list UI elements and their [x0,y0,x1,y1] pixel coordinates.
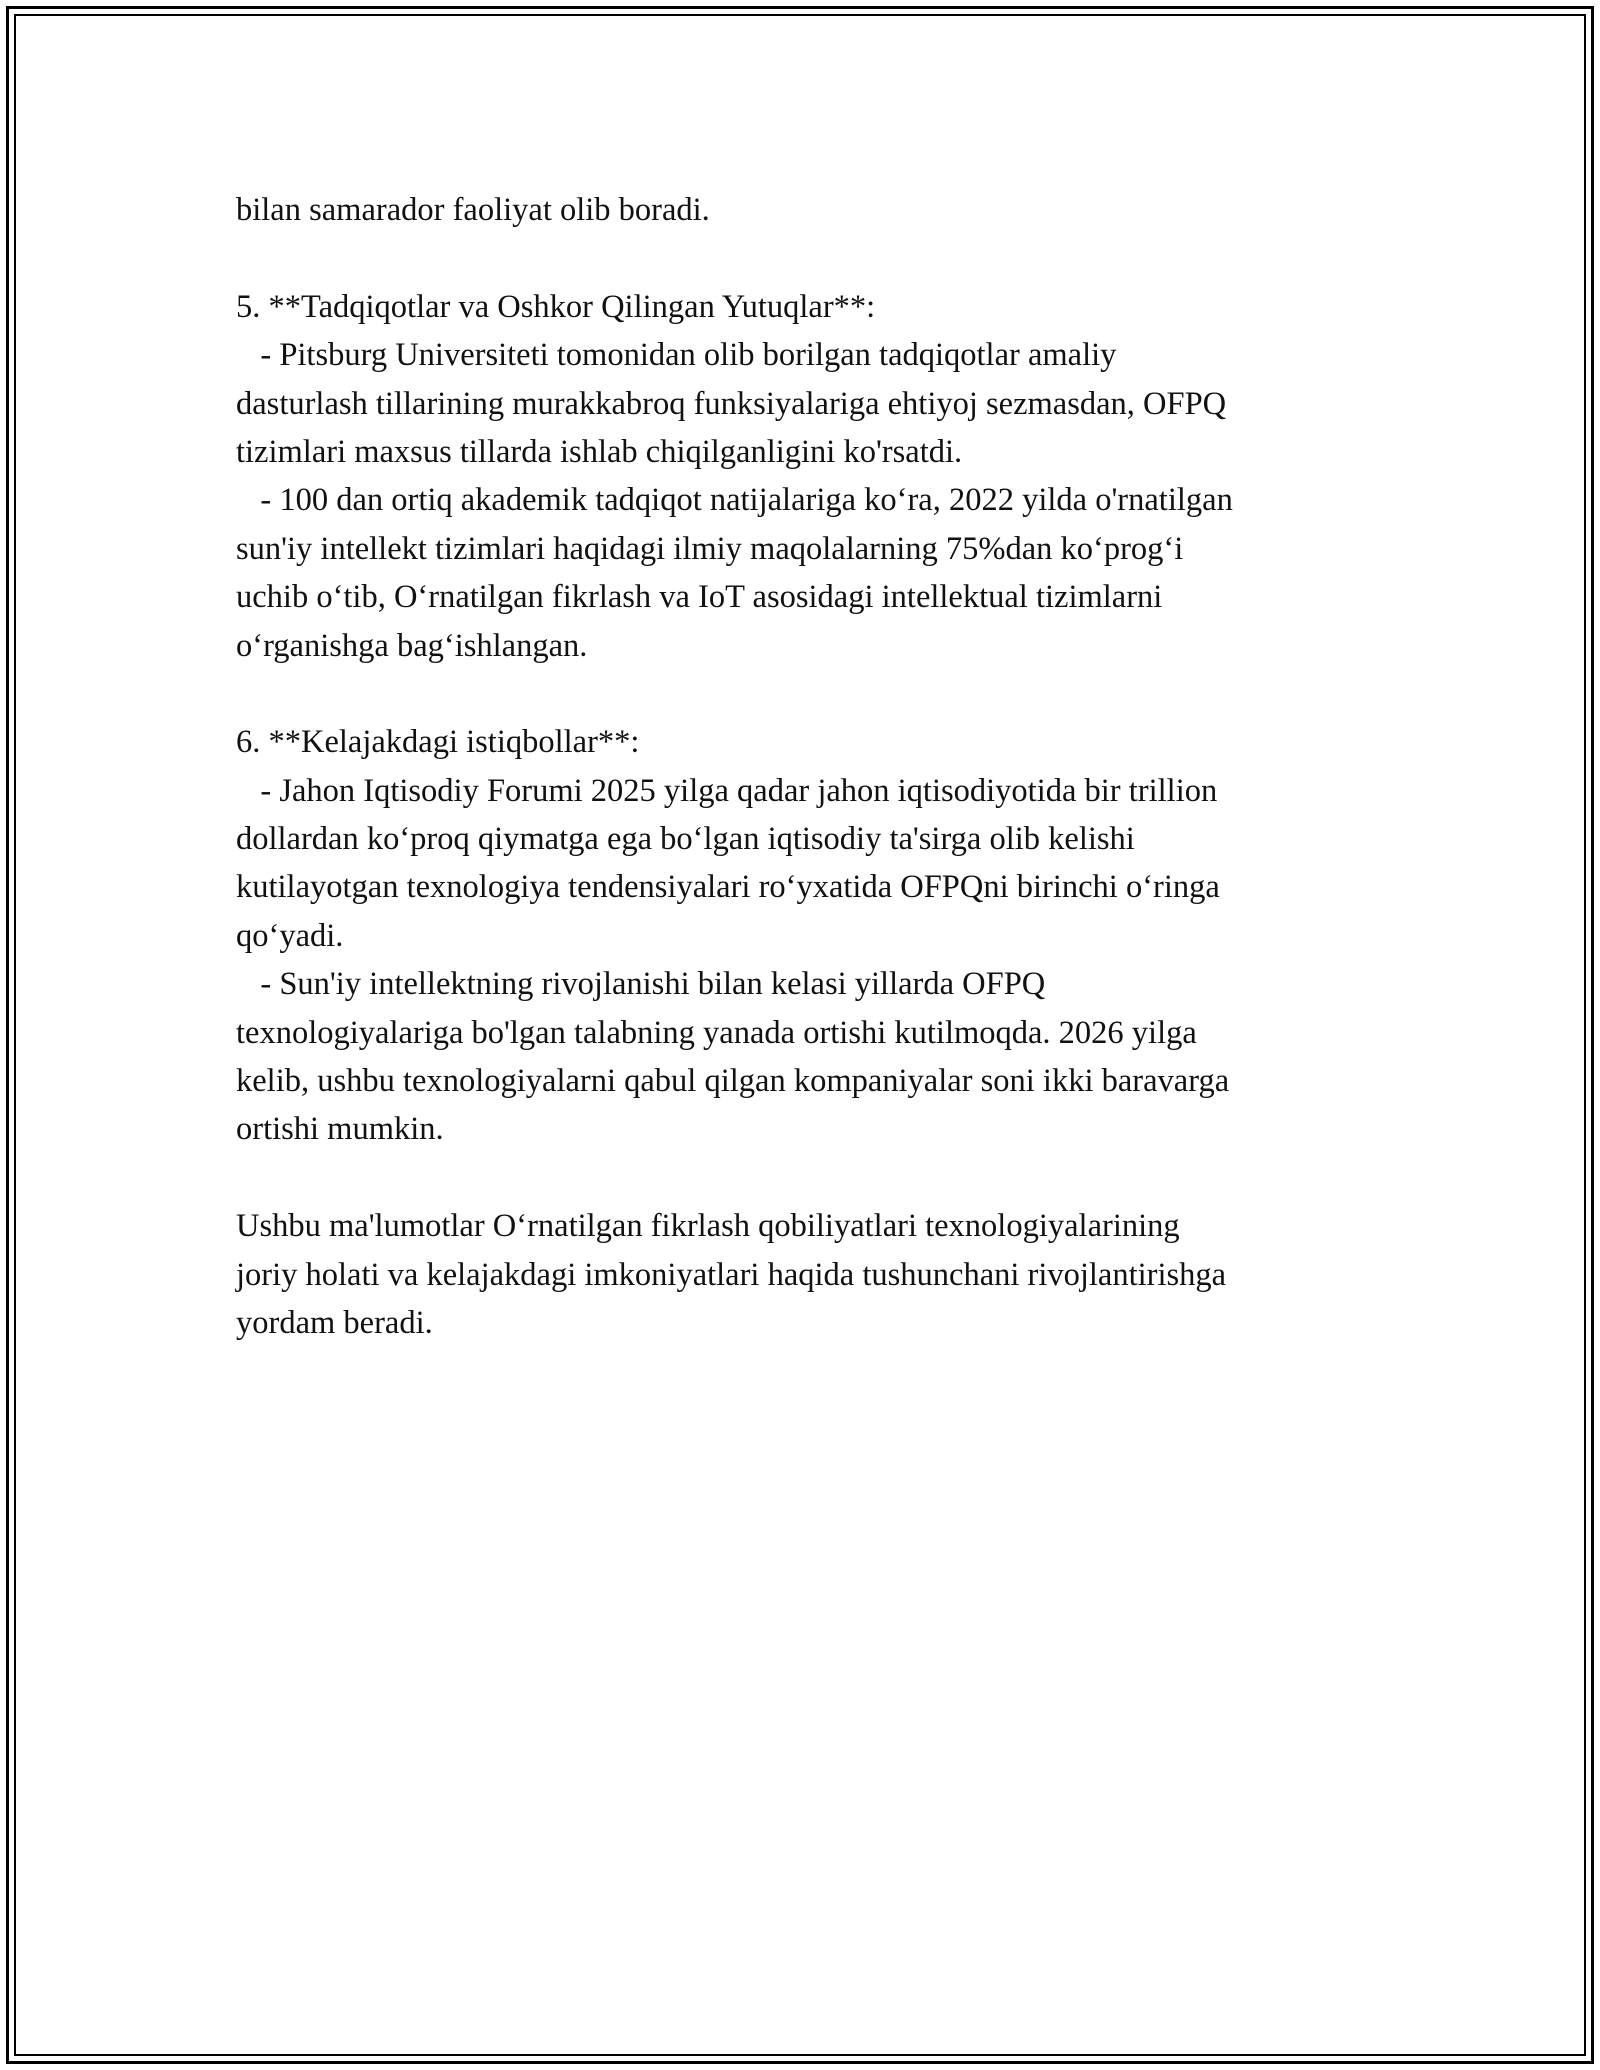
section-5-bullet-2-line-4: o‘rganishga bag‘ishlangan. [236,627,588,664]
conclusion-line-2: joriy holati va kelajakdagi imkoniyatlari haqida tushunchani rivojlantirishga [236,1256,1227,1293]
paragraph-gap [236,1154,1376,1202]
intro-tail-text: bilan samarador faoliyat olib boradi. [236,192,710,228]
section-6-bullet-2-line-2: texnologiyalariga bo'lgan talabning yanada ortishi kutilmoqda. 2026 yilga [236,1014,1197,1051]
section-6-bullet-1-line-4: qo‘yadi. [236,917,344,954]
section-6-bullet-2-line-3: kelib, ushbu texnologiyalarni qabul qilgan kompaniyalar soni ikki baravarga [236,1063,1230,1100]
section-6-bullet-2-line-1: - Sun'iy intellektning rivojlanishi bilan kelasi yillarda OFPQ [236,966,1046,1003]
conclusion-line-1: Ushbu ma'lumotlar O‘rnatilgan fikrlash qobiliyatlari texnologiyalarining [236,1208,1180,1245]
section-6-bullet-1-line-1: - Jahon Iqtisodiy Forumi 2025 yilga qadar jahon iqtisodiyotida bir trillion [236,772,1218,809]
section-5-bullet-2-line-1: - 100 dan ortiq akademik tadqiqot natijalariga ko‘ra, 2022 yilda o'rnatilgan [236,482,1233,519]
section-6-heading: 6. **Kelajakdagi istiqbollar**: [236,724,640,761]
section-5-bullet-1-line-3: tizimlari maxsus tillarda ishlab chiqilganligini ko'rsatdi. [236,433,963,470]
section-6-bullet-2-line-4: ortishi mumkin. [236,1111,444,1148]
conclusion-line-3: yordam beradi. [236,1304,433,1341]
document-body [236,186,1376,1347]
section-5-bullet-2-line-3: uchib o‘tib, O‘rnatilgan fikrlash va IoT asosidagi intellektual tizimlarni [236,579,1163,616]
section-5-bullet-1-line-1: - Pitsburg Universiteti tomonidan olib borilgan tadqiqotlar amaliy [236,337,1117,374]
section-5-heading: 5. **Tadqiqotlar va Oshkor Qilingan Yutuqlar**: [236,288,876,325]
section-6-bullet-1-line-2: dollardan ko‘proq qiymatga ega bo‘lgan iqtisodiy ta'sirga olib kelishi [236,821,1135,858]
section-5-bullet-2-line-2: sun'iy intellekt tizimlari haqidagi ilmiy maqolalarning 75%dan ko‘prog‘i [236,530,1184,567]
paragraph-gap [236,670,1376,718]
section-5-bullet-1-line-2: dasturlash tillarining murakkabroq funksiyalariga ehtiyoj sezmasdan, OFPQ [236,385,1227,422]
section-6-bullet-1-line-3: kutilayotgan texnologiya tendensiyalari ro‘yxatida OFPQni birinchi o‘ringa [236,869,1220,906]
paragraph-gap [236,234,1376,282]
